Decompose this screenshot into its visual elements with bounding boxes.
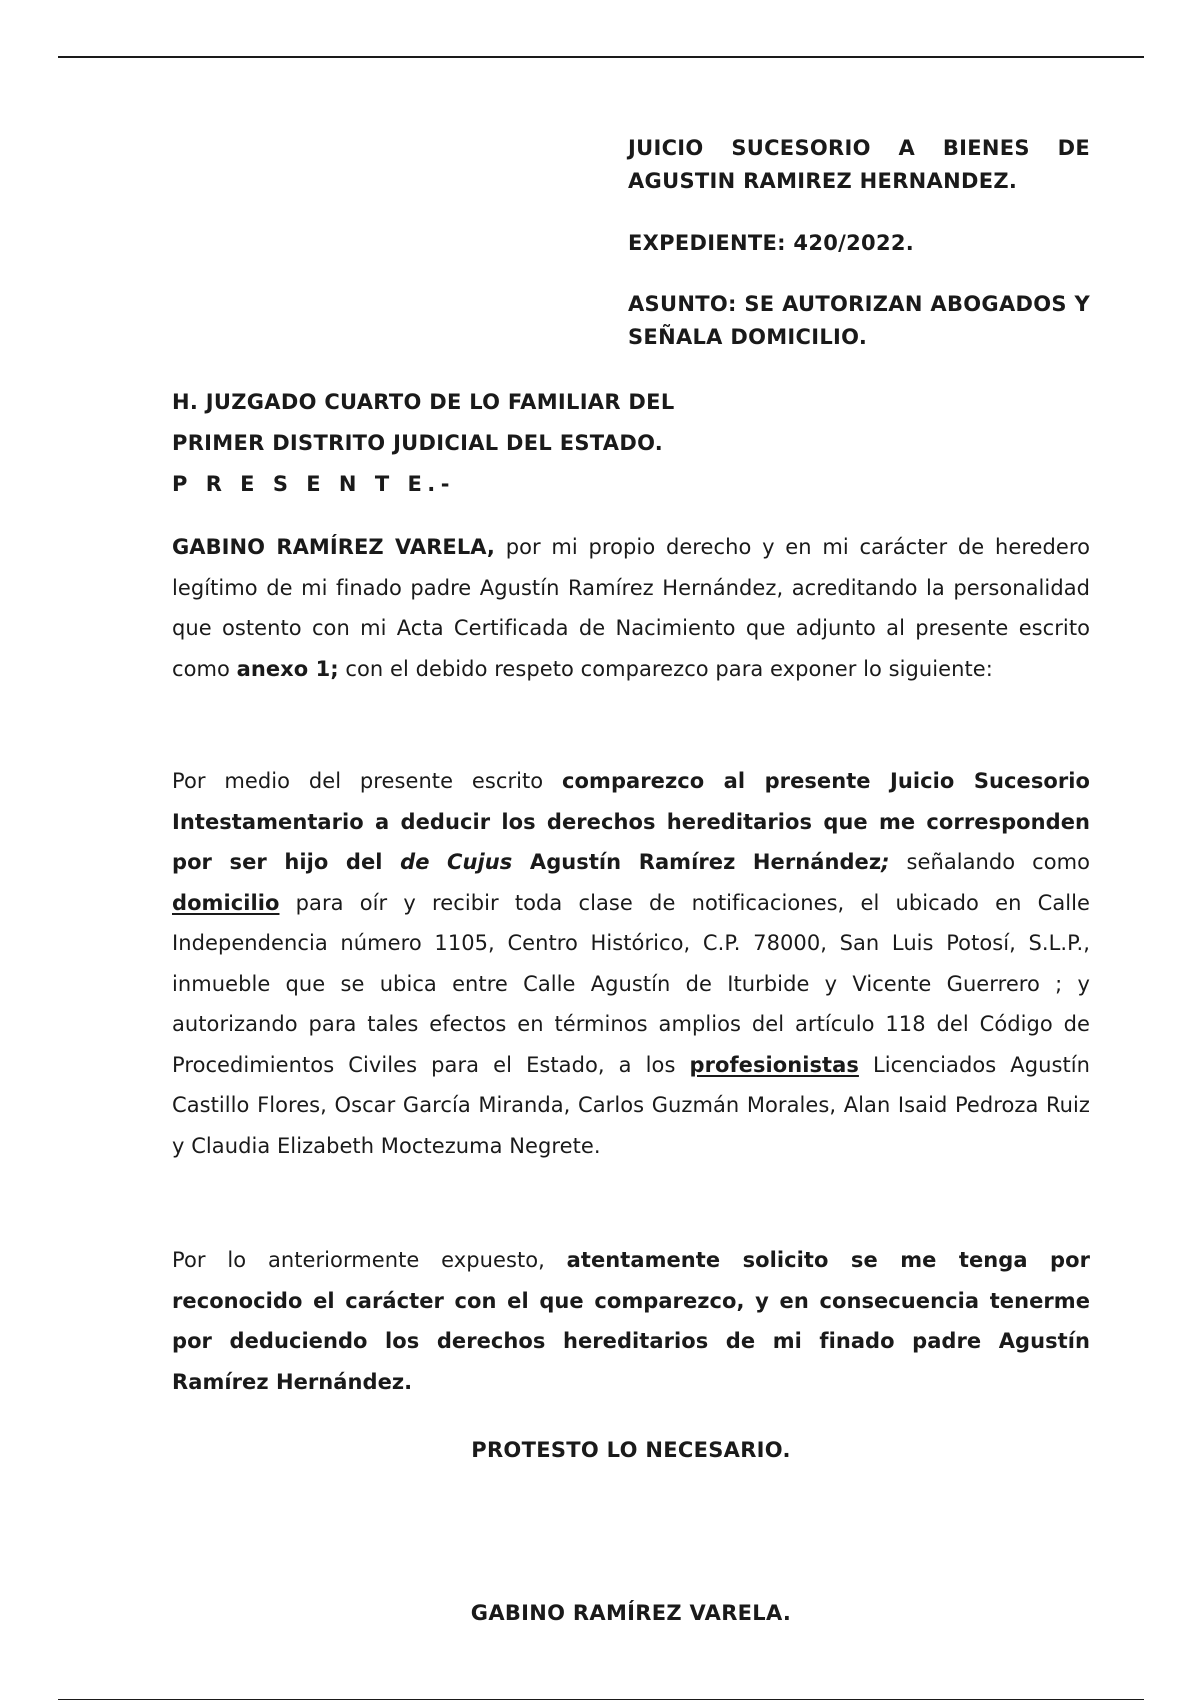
case-number: EXPEDIENTE: 420/2022. [628,231,915,255]
court-address [172,382,675,505]
presente-line: P R E S E N T E.- [172,472,455,496]
top-rule [58,56,1144,58]
paragraph-2-bold-a: comparezco al presente Juicio Sucesorio Intestamentario a deducir los derechos hereditarios que me corresponden por ser hijo del [172,769,1090,874]
profesionistas-term: profesionistas [689,1052,859,1077]
paragraph-request [172,1240,1090,1402]
paragraph-2-intro: Por medio del presente escrito [172,769,563,793]
paragraph-1-text-a: por mi propio derecho y en mi carácter de heredero legítimo de mi finado padre Agustín Ramírez Hernández, acreditando la personalidad que ostento con mi Acta Certificada de Nacimiento que adjunto al presente escrito como [172,535,1090,681]
case-header [628,132,1090,354]
court-line-2: PRIMER DISTRITO JUDICIAL DEL ESTADO. [172,431,664,455]
paragraph-3-intro: Por lo anteriormente expuesto, [172,1248,567,1272]
court-line-1: H. JUZGADO CUARTO DE LO FAMILIAR DEL [172,390,675,414]
signature-name: GABINO RAMÍREZ VARELA. [470,1601,792,1625]
paragraph-3-bold: atentamente solicito se me tenga por reconocido el carácter con el que comparezco, y en consecuencia tenerme por deduciendo los derechos hereditarios de mi finado padre Agustín Ramírez Hernández. [172,1248,1090,1394]
paragraph-2-bold-b: Agustín Ramírez Hernández [512,850,882,874]
case-subject: ASUNTO: SE AUTORIZAN ABOGADOS Y SEÑALA DOMICILIO. [628,292,1090,349]
paragraph-introduction [172,527,1090,689]
paragraph-2-semicolon: ; [881,850,890,874]
case-title: JUICIO SUCESORIO A BIENES DE AGUSTIN RAMIREZ HERNANDEZ. [628,136,1090,193]
paragraph-petition [172,761,1090,1166]
paragraph-2-text-a: señalando como [889,850,1091,874]
paragraph-2-text-c: Licenciados Agustín Castillo Flores, Oscar García Miranda, Carlos Guzmán Morales, Alan Isaid Pedroza Ruiz y Claudia Elizabeth Moctezuma Negrete. [172,1052,1090,1158]
protesto-line: PROTESTO LO NECESARIO. [471,1438,791,1462]
paragraph-2-text-b: para oír y recibir toda clase de notificaciones, el ubicado en Calle Independencia número 1105, Centro Histórico, C.P. 78000, San Luis Potosí, S.L.P., inmueble que se ubica entre Calle Agustín de Iturbide y Vicente Guerrero ; y autorizando para tales efectos en términos amplios del artículo 118 del Código de Procedimientos Civiles para el Estado, a los [172,890,1090,1077]
paragraph-1-text-b: con el debido respeto comparezco para exponer lo siguiente: [338,656,993,681]
de-cujus-term: de Cujus [400,850,513,874]
petitioner-name: GABINO RAMÍREZ VARELA, [172,535,495,559]
domicilio-term: domicilio [172,890,280,915]
annex-reference: anexo 1; [236,656,339,681]
